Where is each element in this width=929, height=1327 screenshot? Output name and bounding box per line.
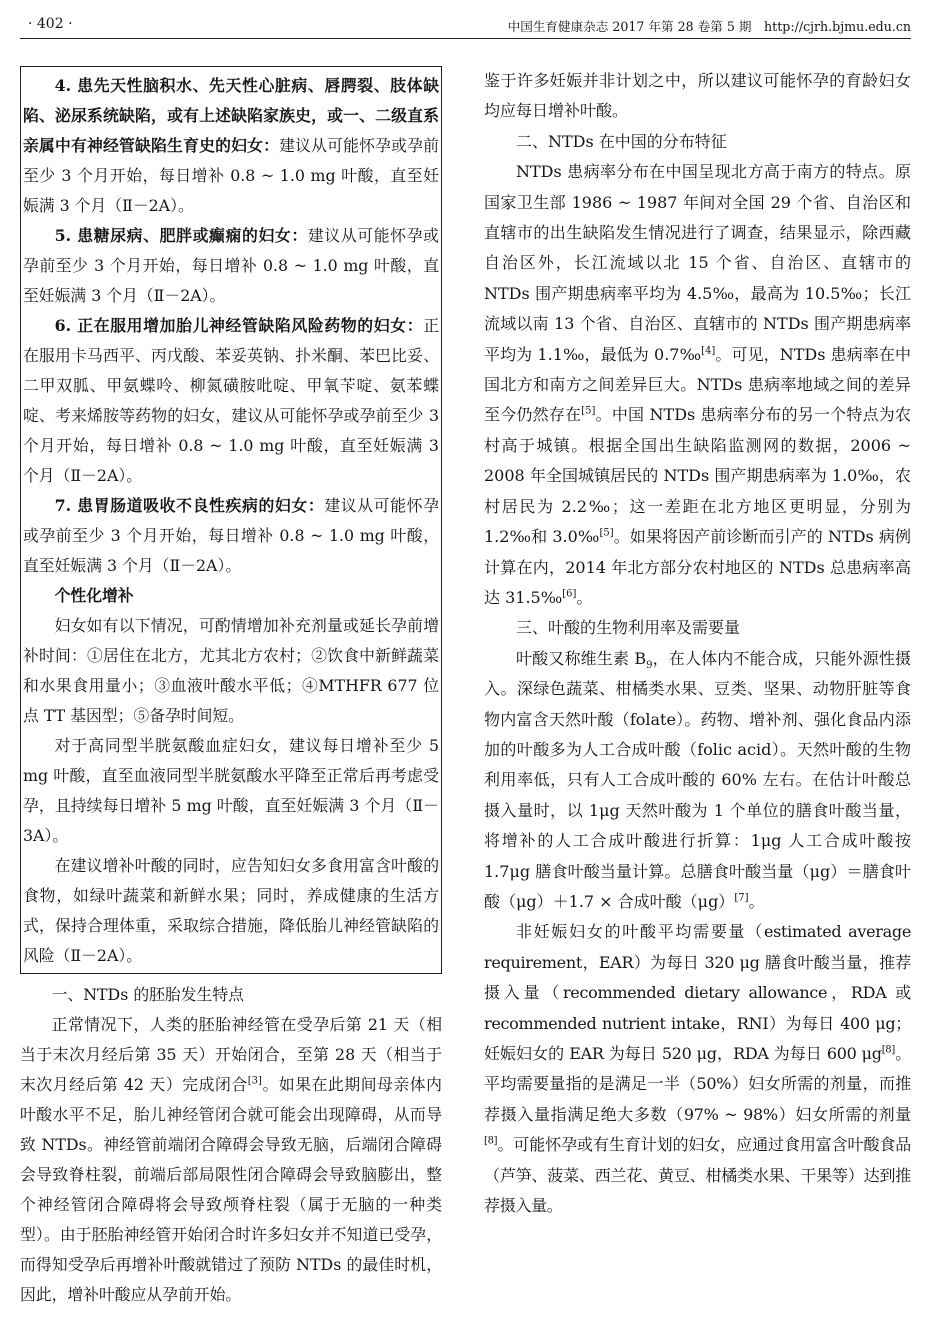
item-4-heading: 4. 患先天性脑积水、先天性心脏病、唇腭裂、肢体缺陷、泌尿系统缺陷，或有上述缺陷家族史，或一、二级直系亲属中有神经管缺陷生育史的妇女：	[23, 76, 439, 155]
page-number: · 402 ·	[28, 16, 73, 32]
item-7-text: 建议从可能怀孕或孕前至少 3 个月开始，每日增补 0.8 ~ 1.0 mg 叶酸，直至妊娠满 3 个月（Ⅱ－2A）。	[23, 496, 439, 575]
section-1-title: 一、NTDs 的胚胎发生特点	[51, 985, 244, 1004]
personalized-paragraph-1: 妇女如有以下情况，可酌情增加补充剂量或延长孕前增补时间：①居住在北方，尤其北方农村；②饮食中新鲜蔬菜和水果食用量小；③血液叶酸水平低；④MTHFR 677 位点 TT 基因型；⑤备孕时间短。	[23, 616, 439, 725]
vitamin-subscript: 9	[646, 659, 653, 671]
right-column	[484, 66, 911, 1221]
item-5-heading: 5. 患糖尿病、肥胖或癫痫的妇女：	[54, 226, 308, 245]
personalized-paragraph-2: 对于高同型半胱氨酸血症妇女，建议每日增补至少 5 mg 叶酸，直至血液同型半胱氨酸水平降至正常后再考虑受孕，且持续每日增补 5 mg 叶酸，直至妊娠满 3 个月（Ⅱ－3A）。	[23, 736, 439, 845]
item-6-text: 正在服用卡马西平、丙戊酸、苯妥英钠、扑米酮、苯巴比妥、二甲双胍、甲氨蝶呤、柳氮磺胺吡啶、甲氧苄啶、氨苯蝶啶、考来烯胺等药物的妇女，建议从可能怀孕或孕前至少 3 个月开始，每日增补 0.8 ~ 1.0 mg 叶酸，直至妊娠满 3 个月（Ⅱ－2A）。	[23, 316, 439, 485]
recommendation-item-6	[23, 311, 439, 491]
recommendation-item-5	[23, 221, 439, 311]
journal-running-head: 中国生育健康杂志 2017 年第 28 卷第 5 期 http://cjrh.bjmu.edu.cn	[507, 19, 911, 34]
citation-8: [8]	[881, 1044, 895, 1056]
citation-6: [6]	[562, 588, 577, 600]
section-3-paragraph-1: 叶酸又称维生素 $B_9$，在人体内不能合成，只能外源性摄入。深绿色蔬菜、柑橘类水果、豆类、坚果、动物肝脏等食物内富含天然叶酸（folate）。药物、增补剂、强化食品内添加的叶酸多为人工合成叶酸（folic acid）。天然叶酸的生物利用率低，只有人工合成叶酸的 60% 左右。在估计叶酸总摄入量时，以 1μg 天然叶酸为 1 个单位的膳食叶酸当量，将增补的人工合成叶酸进行折算：1μg 人工合成叶酸按 1.7μg 膳食叶酸当量计算。总膳食叶酸当量（μg）＝膳食叶酸（μg）＋1.7 × 合成叶酸（μg）[7]。	[484, 648, 911, 911]
section-3-title: 三、叶酸的生物利用率及需要量	[516, 618, 741, 638]
recommendation-box	[20, 66, 442, 974]
section-2-title: 二、NTDs 在中国的分布特征	[516, 131, 727, 151]
citation-7: [7]	[734, 892, 749, 904]
citation-5: [5]	[581, 406, 596, 418]
section-3-paragraph-2: 非妊娠妇女的叶酸平均需要量（estimated average requirement，EAR）为每日 320 μg 膳食叶酸当量，推荐摄入量（recommended dietary allowance，RDA 或 recommended nutrient intake，RNI）为每日 400 μg；妊娠妇女的 EAR 为每日 520 μg，RDA 为每日 600 μg[8]。平均需要量指的是满足一半（50%）妇女所需的剂量，而推荐摄入量指满足绝大多数（97% ~ 98%）妇女所需的剂量[8]。可能怀孕或有生育计划的妇女，应通过食用富含叶酸食品（芦笋、菠菜、西兰花、黄豆、柑橘类水果、干果等）达到推荐摄入量。	[484, 922, 911, 1216]
page-header	[20, 10, 911, 39]
left-column	[20, 66, 442, 1310]
item-6-heading: 6. 正在服用增加胎儿神经管缺陷风险药物的妇女：	[54, 316, 424, 335]
continued-paragraph: 鉴于许多妊娠并非计划之中，所以建议可能怀孕的育龄妇女均应每日增补叶酸。	[484, 71, 911, 121]
item-4-text: 建议从可能怀孕或孕前至少 3 个月开始，每日增补 0.8 ~ 1.0 mg 叶酸，直至妊娠满 3 个月（Ⅱ－2A）。	[23, 136, 439, 215]
recommendation-item-7	[23, 491, 439, 581]
recommendation-item-4	[23, 71, 439, 221]
citation-8b: [8]	[484, 1135, 498, 1147]
personalized-subheading: 个性化增补	[54, 586, 134, 605]
section-1-paragraph: 正常情况下，人类的胚胎神经管在受孕后第 21 天（相当于末次月经后第 35 天）开始闭合，至第 28 天（相当于末次月经后第 42 天）完成闭合[3]。如果在此期间母亲体内叶酸水平不足，胎儿神经管闭合就可能会出现障碍，从而导致 NTDs。神经管前端闭合障碍会导致无脑，后端闭合障碍会导致脊柱裂，前端后部局限性闭合障碍会导致脑膨出，整个神经管闭合障碍将会导致颅脊柱裂（属于无脑的一种类型）。由于胚胎神经管开始闭合时许多妇女并不知道已受孕，而得知受孕后再增补叶酸就错过了预防 NTDs 的最佳时机，因此，增补叶酸应从孕前开始。	[20, 1015, 442, 1304]
citation-3: [3]	[247, 1075, 262, 1087]
citation-4: [4]	[701, 345, 716, 357]
personalized-paragraph-3: 在建议增补叶酸的同时，应告知妇女多食用富含叶酸的食物，如绿叶蔬菜和新鲜水果；同时，养成健康的生活方式，保持合理体重，采取综合措施，降低胎儿神经管缺陷的风险（Ⅱ－2A）。	[23, 856, 439, 965]
item-5-text: 建议从可能怀孕或孕前至少 3 个月开始，每日增补 0.8 ~ 1.0 mg 叶酸，直至妊娠满 3 个月（Ⅱ－2A）。	[23, 226, 439, 305]
section-2-paragraph: NTDs 患病率分布在中国呈现北方高于南方的特点。原国家卫生部 1986 ~ 1987 年间对全国 29 个省、自治区和直辖市的出生缺陷发生情况进行了调查，结果显示，除西藏自治区外，长江流域以北 15 个省、自治区、直辖市的 NTDs 围产期患病率平均为 4.5‰，最高为 10.5‰；长江流域以南 13 个省、自治区、直辖市的 NTDs 围产期患病率平均为 1.1‰，最低为 0.7‰[4]。可见，NTDs 患病率在中国北方和南方之间差异巨大。NTDs 患病率地域之间的差异至今仍然存在[5]。中国 NTDs 患病率分布的另一个特点为农村高于城镇。根据全国出生缺陷监测网的数据，2006 ~ 2008 年全国城镇居民的 NTDs 围产期患病率为 1.0‰，农村居民为 2.2‰；这一差距在北方地区更明显，分别为 1.2‰和 3.0‰[5]。如果将因产前诊断而引产的 NTDs 病例计算在内，2014 年北方部分农村地区的 NTDs 总患病率高达 31.5‰[6]。	[484, 162, 911, 607]
item-7-heading: 7. 患胃肠道吸收不良性疾病的妇女：	[54, 496, 325, 515]
citation-5b: [5]	[599, 527, 614, 539]
